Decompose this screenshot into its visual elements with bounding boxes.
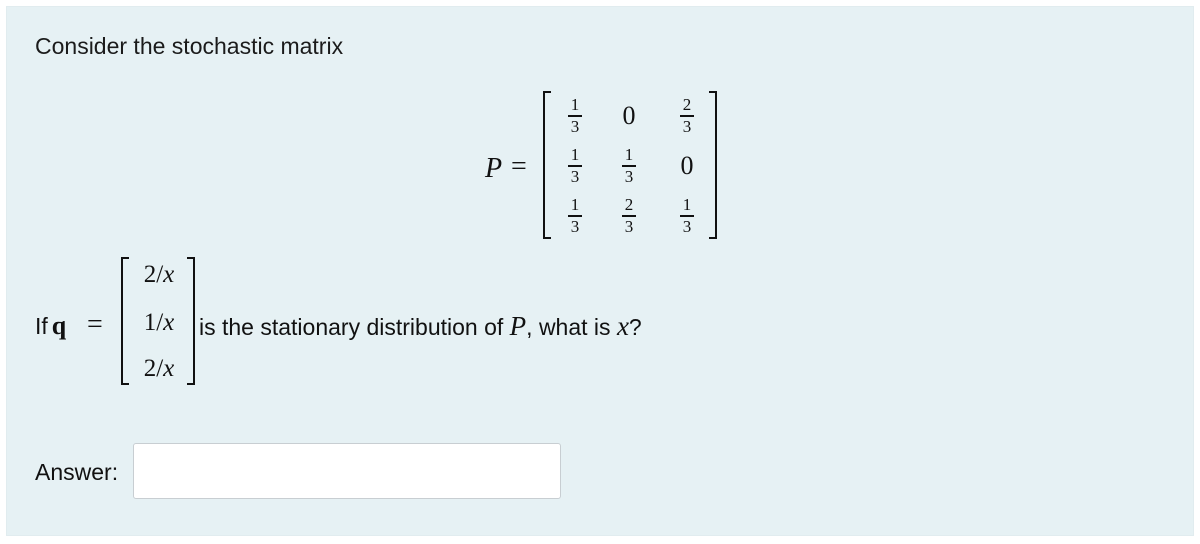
matrix-cell: $\frac{2}{3}$	[667, 91, 707, 141]
vector-entry: 2/x	[143, 261, 175, 288]
prompt-text: Consider the stochastic matrix	[35, 33, 344, 59]
q-symbol: q	[51, 311, 67, 340]
matrix-cell: $\frac{1}{3}$	[609, 141, 649, 191]
vector-right-bracket	[187, 257, 195, 385]
matrix-cell: $\frac{1}{3}$	[555, 191, 595, 241]
answer-label: Answer:	[35, 459, 119, 485]
matrix-cell: 0	[622, 101, 636, 130]
vector-entry: 1/x	[143, 309, 175, 336]
x-symbol: x	[616, 311, 629, 341]
p-symbol: P	[509, 311, 527, 341]
matrix-cell: $\frac{2}{3}$	[609, 191, 649, 241]
if-q-label: If q	[35, 311, 67, 340]
matrix-cell: $\frac{1}{3}$	[555, 91, 595, 141]
vector-left-bracket	[121, 257, 129, 385]
q-equals: =	[87, 309, 103, 340]
matrix-right-bracket	[709, 91, 717, 239]
question-panel	[6, 6, 1194, 536]
matrix-label: P	[485, 153, 503, 184]
matrix-cell: 0	[680, 151, 694, 180]
matrix-cell: $\frac{1}{3}$	[667, 191, 707, 241]
question-text: is the stationary distribution of P, what is x?	[199, 311, 642, 341]
answer-input[interactable]	[133, 443, 561, 499]
matrix-cell: $\frac{1}{3}$	[555, 141, 595, 191]
matrix-equals: =	[511, 151, 527, 182]
matrix-left-bracket	[543, 91, 551, 239]
vector-entry: 2/x	[143, 355, 175, 382]
